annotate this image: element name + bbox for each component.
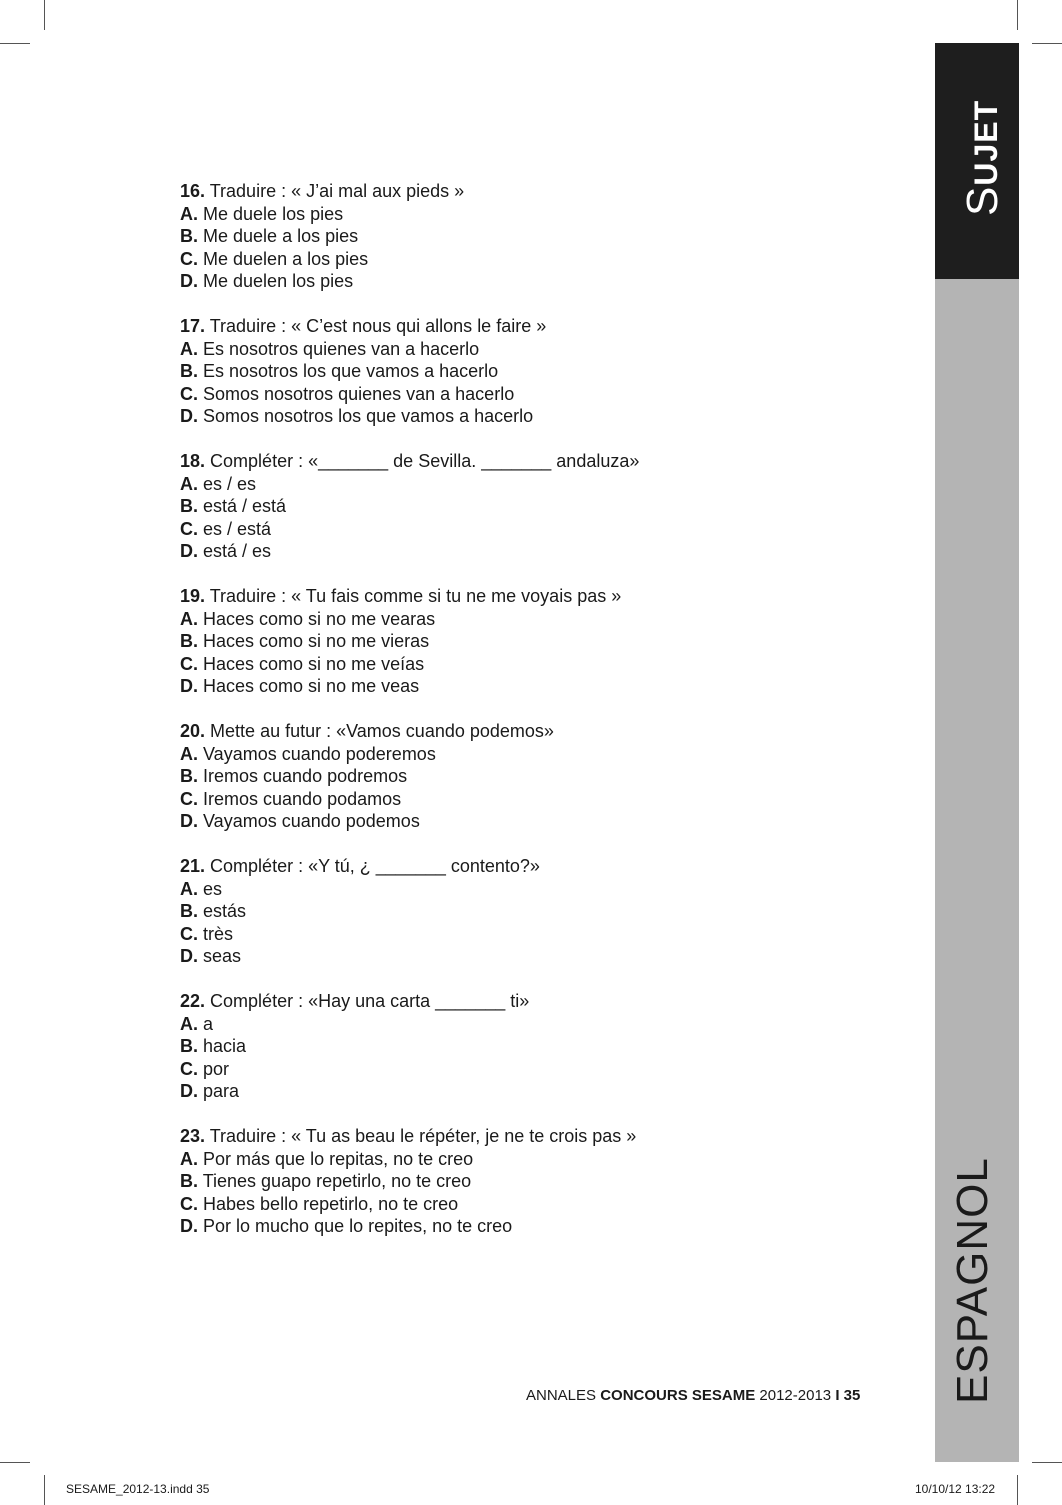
answer-option (180, 653, 880, 676)
answer-option (180, 518, 880, 541)
question-number: 22. (180, 991, 206, 1011)
question-prompt (180, 990, 880, 1013)
option-text: Haces como si no me vearas (203, 608, 436, 629)
answer-option (180, 540, 880, 563)
option-letter: D. (180, 676, 198, 696)
option-text: a (203, 1013, 214, 1034)
answer-option (180, 1035, 880, 1058)
footer-years: 2012-2013 (759, 1387, 832, 1404)
answer-option (180, 405, 880, 428)
option-text: Vayamos cuando poderemos (203, 743, 436, 764)
option-letter: D. (180, 271, 198, 291)
option-text: para (203, 1081, 240, 1101)
crop-mark (1032, 1462, 1062, 1463)
slug-datetime: 10/10/12 13:22 (915, 1482, 996, 1496)
crop-mark (1017, 0, 1018, 30)
answer-option (180, 900, 880, 923)
answer-option (180, 360, 880, 383)
option-text: Me duelen a los pies (203, 248, 369, 269)
answer-option (180, 203, 880, 226)
option-letter: B. (180, 496, 198, 516)
answer-option (180, 1148, 880, 1171)
option-text: Tienes guapo repetirlo, no te creo (202, 1171, 472, 1191)
option-letter: A. (180, 338, 198, 359)
option-text: estás (203, 901, 247, 921)
option-letter: C. (180, 518, 198, 539)
option-letter: D. (180, 811, 198, 831)
question-number: 23. (180, 1126, 206, 1146)
question-prompt (180, 855, 880, 878)
question-block (180, 1125, 880, 1238)
crop-mark (44, 1475, 45, 1505)
page-footer (526, 1387, 860, 1404)
option-letter: B. (180, 901, 198, 921)
crop-mark (44, 0, 45, 30)
option-text: Por más que lo repitas, no te creo (203, 1148, 474, 1169)
question-number: 20. (180, 721, 206, 741)
answer-option (180, 473, 880, 496)
option-letter: C. (180, 383, 198, 404)
answer-option (180, 495, 880, 518)
option-letter: C. (180, 1193, 198, 1214)
answer-option (180, 743, 880, 766)
answer-option (180, 383, 880, 406)
option-letter: A. (180, 1013, 198, 1034)
option-text: Me duele a los pies (203, 226, 359, 246)
option-text: Me duelen los pies (203, 271, 354, 291)
option-letter: D. (180, 946, 198, 966)
crop-mark (0, 1462, 30, 1463)
answer-option (180, 788, 880, 811)
question-text: Traduire : « Tu fais comme si tu ne me voyais pas » (209, 586, 622, 606)
footer-separator: I (835, 1387, 840, 1404)
question-block (180, 585, 880, 698)
answer-option (180, 608, 880, 631)
question-prompt (180, 720, 880, 743)
answer-option (180, 225, 880, 248)
answer-option (180, 1080, 880, 1103)
subject-label: ESPAGNOL (948, 1157, 997, 1404)
answer-option (180, 765, 880, 788)
option-letter: A. (180, 608, 198, 629)
option-text: es / es (203, 473, 257, 494)
question-block (180, 450, 880, 563)
question-prompt (180, 585, 880, 608)
question-block (180, 855, 880, 968)
answer-option (180, 810, 880, 833)
option-letter: B. (180, 1036, 198, 1056)
option-letter: C. (180, 248, 198, 269)
question-list (180, 180, 880, 1260)
answer-option (180, 923, 880, 946)
option-letter: D. (180, 406, 198, 426)
option-letter: B. (180, 361, 198, 381)
crop-mark (1017, 1475, 1018, 1505)
answer-option (180, 270, 880, 293)
option-letter: B. (180, 226, 198, 246)
option-text: Es nosotros quienes van a hacerlo (203, 338, 480, 359)
answer-option (180, 945, 880, 968)
option-letter: A. (180, 203, 198, 224)
option-letter: A. (180, 1148, 198, 1169)
option-letter: D. (180, 1081, 198, 1101)
answer-option (180, 1193, 880, 1216)
option-letter: B. (180, 1171, 198, 1191)
answer-option (180, 248, 880, 271)
question-text: Compléter : «Y tú, ¿ _______ contento?» (210, 856, 540, 876)
section-label-sujet: SUJET (958, 99, 1007, 216)
footer-annales: ANNALES (526, 1387, 597, 1404)
option-letter: C. (180, 788, 198, 809)
slug-filename: SESAME_2012-13.indd 35 (66, 1482, 210, 1496)
answer-option (180, 1058, 880, 1081)
question-number: 19. (180, 586, 206, 606)
question-text: Traduire : « J’ai mal aux pieds » (209, 181, 465, 201)
question-block (180, 180, 880, 293)
option-text: Me duele los pies (203, 203, 344, 224)
question-number: 21. (180, 856, 206, 876)
option-text: Haces como si no me veías (203, 653, 425, 674)
question-prompt (180, 450, 880, 473)
option-letter: D. (180, 1216, 198, 1236)
answer-option (180, 338, 880, 361)
option-letter: C. (180, 923, 198, 944)
answer-option (180, 630, 880, 653)
answer-option (180, 675, 880, 698)
option-text: es (203, 878, 223, 899)
option-letter: C. (180, 653, 198, 674)
answer-option (180, 1013, 880, 1036)
option-text: seas (203, 946, 242, 966)
question-block (180, 990, 880, 1103)
crop-mark (1032, 43, 1062, 44)
option-text: por (203, 1058, 230, 1079)
option-text: está / está (203, 496, 287, 516)
option-text: Habes bello repetirlo, no te creo (203, 1193, 459, 1214)
question-text: Traduire : « Tu as beau le répéter, je ne te crois pas » (209, 1126, 637, 1146)
answer-option (180, 878, 880, 901)
question-block (180, 720, 880, 833)
option-letter: A. (180, 743, 198, 764)
option-letter: D. (180, 541, 198, 561)
page-number: 35 (843, 1387, 861, 1404)
question-number: 17. (180, 316, 206, 336)
question-number: 18. (180, 451, 206, 471)
option-text: hacia (203, 1036, 247, 1056)
answer-option (180, 1215, 880, 1238)
option-text: Es nosotros los que vamos a hacerlo (203, 361, 499, 381)
option-text: Por lo mucho que lo repites, no te creo (203, 1216, 513, 1236)
option-letter: B. (180, 766, 198, 786)
answer-option (180, 1170, 880, 1193)
option-text: es / está (203, 518, 272, 539)
option-letter: A. (180, 473, 198, 494)
footer-concours: CONCOURS SESAME (600, 1387, 756, 1404)
option-letter: A. (180, 878, 198, 899)
question-text: Compléter : «_______ de Sevilla. _______ andaluza» (210, 451, 640, 471)
question-block (180, 315, 880, 428)
option-text: Iremos cuando podremos (203, 766, 408, 786)
question-number: 16. (180, 181, 206, 201)
option-text: très (203, 923, 234, 944)
option-text: Haces como si no me veas (203, 676, 420, 696)
option-text: Somos nosotros quienes van a hacerlo (203, 383, 515, 404)
option-letter: C. (180, 1058, 198, 1079)
question-text: Traduire : « C’est nous qui allons le faire » (209, 316, 547, 336)
question-prompt (180, 180, 880, 203)
option-text: está / es (203, 541, 272, 561)
option-text: Iremos cuando podamos (203, 788, 402, 809)
question-prompt (180, 315, 880, 338)
crop-mark (0, 43, 30, 44)
option-text: Haces como si no me vieras (203, 631, 430, 651)
question-text: Compléter : «Hay una carta _______ ti» (210, 991, 530, 1011)
question-prompt (180, 1125, 880, 1148)
question-text: Mette au futur : «Vamos cuando podemos» (210, 721, 554, 741)
option-letter: B. (180, 631, 198, 651)
option-text: Vayamos cuando podemos (203, 811, 420, 831)
option-text: Somos nosotros los que vamos a hacerlo (203, 406, 534, 426)
